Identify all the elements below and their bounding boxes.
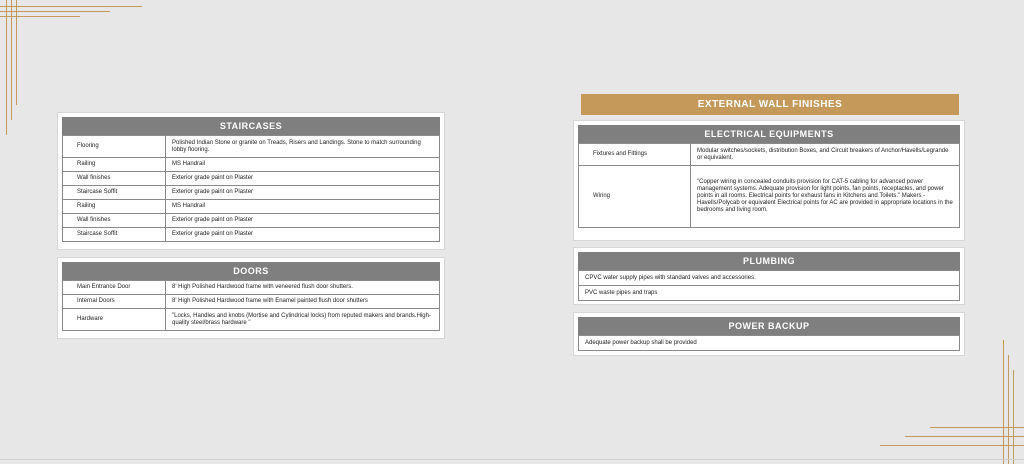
row-value: MS Handrail	[166, 200, 440, 214]
table-row	[63, 136, 440, 158]
table-row	[579, 336, 960, 351]
table-row	[63, 200, 440, 214]
row-label: Internal Doors	[63, 295, 166, 309]
row-value: PVC waste pipes and traps	[579, 286, 960, 301]
table-row	[579, 166, 960, 228]
table-row	[579, 286, 960, 301]
plumbing-card	[574, 248, 964, 304]
table-row	[579, 271, 960, 286]
row-label: Staircase Soffit	[63, 228, 166, 242]
plumbing-header: PLUMBING	[578, 252, 960, 270]
row-value: MS Handrail	[166, 158, 440, 172]
row-value: CPVC water supply pipes with standard valves and accessories.	[579, 271, 960, 286]
table-row	[63, 309, 440, 331]
row-label: Fixtures and Fittings	[579, 144, 691, 166]
staircases-header: STAIRCASES	[62, 117, 440, 135]
row-value: "Locks, Handles and knobs (Mortise and Cylindrical locks) from reputed makers and brands.High-quality steel/brass hardware "	[166, 309, 440, 331]
row-label: Railing	[63, 158, 166, 172]
staircases-card	[58, 113, 444, 249]
table-row	[63, 158, 440, 172]
row-label: Staircase Soffit	[63, 186, 166, 200]
table-row	[63, 186, 440, 200]
power-backup-header: POWER BACKUP	[578, 317, 960, 335]
table-row	[63, 172, 440, 186]
row-label: Wall finishes	[63, 214, 166, 228]
doors-header: DOORS	[62, 262, 440, 280]
table-row	[63, 295, 440, 309]
power-backup-table	[578, 335, 960, 351]
electrical-table	[578, 143, 960, 228]
row-label: Wiring	[579, 166, 691, 228]
electrical-card	[574, 121, 964, 240]
row-value: Exterior grade paint on Plaster	[166, 172, 440, 186]
row-label: Railing	[63, 200, 166, 214]
row-value: Adequate power backup shall be provided	[579, 336, 960, 351]
electrical-header: ELECTRICAL EQUIPMENTS	[578, 125, 960, 143]
plumbing-table	[578, 270, 960, 301]
table-row	[63, 228, 440, 242]
row-value: Exterior grade paint on Plaster	[166, 228, 440, 242]
table-row	[63, 281, 440, 295]
row-value: Exterior grade paint on Plaster	[166, 186, 440, 200]
row-value: 8' High Polished Hardwood frame with veneered flush door shutters.	[166, 281, 440, 295]
page-divider	[0, 459, 1024, 460]
row-value: 8' High Polished Hardwood frame with Enamel painted flush door shutters	[166, 295, 440, 309]
row-value: Modular switches/sockets, distribution Boxes, and Circuit breakers of Anchor/Havells/Legrande or equivalent.	[691, 144, 960, 166]
row-value: Polished Indian Stone or granite on Treads, Risers and Landings. Stone to match surrounding lobby flooring.	[166, 136, 440, 158]
doors-card	[58, 258, 444, 338]
row-label: Main Entrance Door	[63, 281, 166, 295]
table-row	[63, 214, 440, 228]
staircases-table	[62, 135, 440, 242]
power-backup-card	[574, 313, 964, 355]
doors-table	[62, 280, 440, 331]
row-label: Flooring	[63, 136, 166, 158]
page-title: EXTERNAL WALL FINISHES	[581, 94, 959, 115]
row-label: Wall finishes	[63, 172, 166, 186]
table-row	[579, 144, 960, 166]
row-value: "Copper wiring in concealed conduits provision for CAT-5 cabling for advanced power management systems. Adequate provision for light points, fan points, receptacles, and power points in all rooms. Electrical points for exhaust fans in Kitchens and Toilets." Makers -Havells/Polycab or equivalent Electrical points for AC are provided in appropriate locations in the bedrooms and living room.	[691, 166, 960, 228]
row-label: Hardware	[63, 309, 166, 331]
row-value: Exterior grade paint on Plaster	[166, 214, 440, 228]
